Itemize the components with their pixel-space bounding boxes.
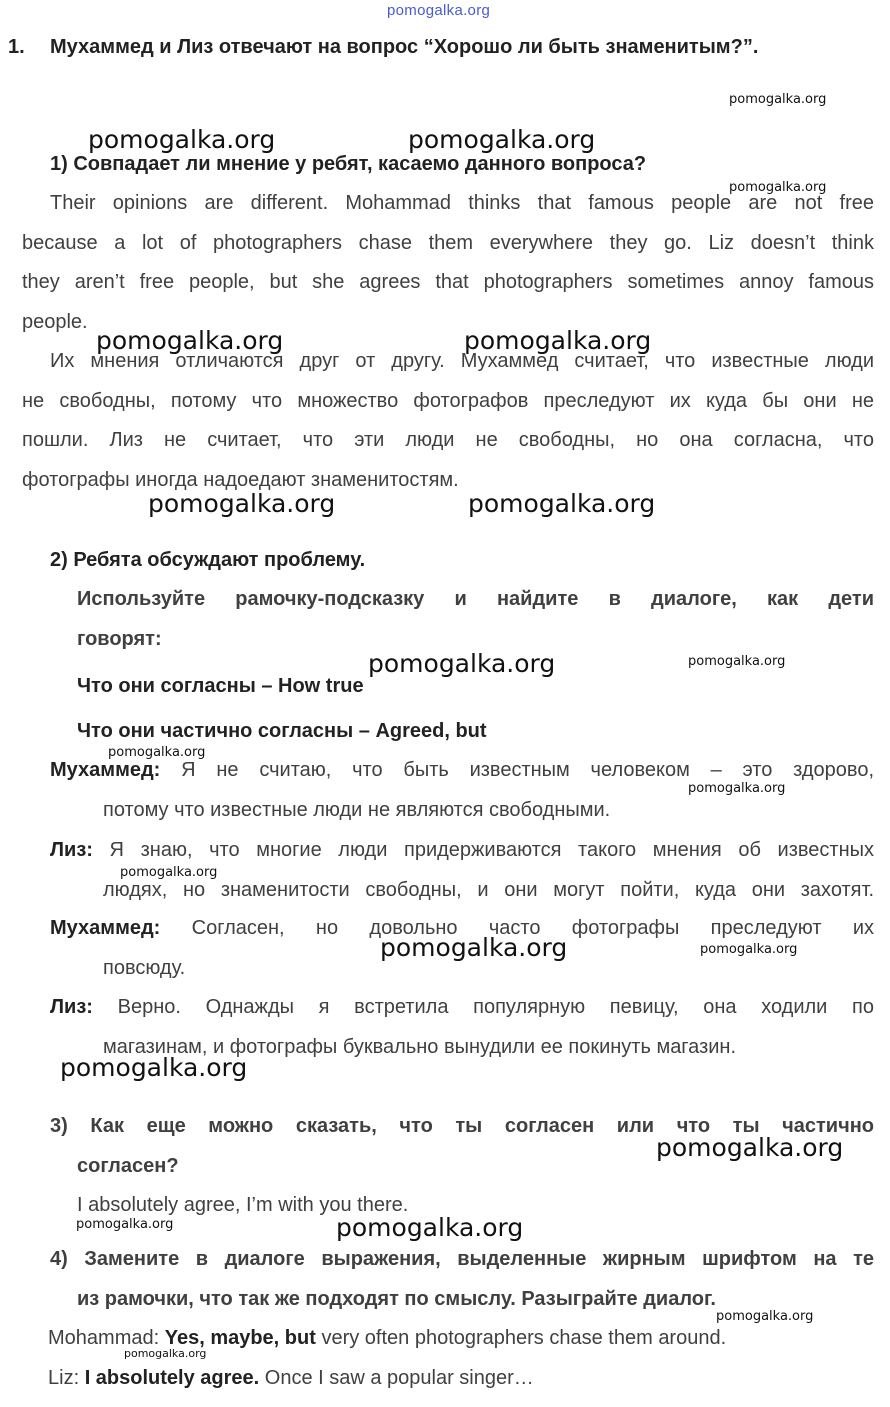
watermark: pomogalka.org: [688, 654, 786, 669]
q2-title: 2) Ребята обсуждают проблему.: [50, 549, 366, 571]
q2-partial-phrase: Что они частично согласны – Agreed, but: [77, 720, 487, 742]
q3-title-line: согласен?: [77, 1154, 179, 1177]
q1-ru-line: Их мнения отличаются друг от другу. Мухаммед считает, что известные люди: [50, 350, 874, 372]
exercise-number: 1.: [8, 36, 25, 58]
bold-phrase: I absolutely agree.: [84, 1367, 260, 1389]
q4-title-line: из рамочки, что так же подходят по смыслу. Разыграйте диалог.: [77, 1287, 716, 1310]
watermark: pomogalka.org: [368, 649, 556, 678]
q4-title-line: 4) Замените в диалоге выражения, выделенные жирным шрифтом на те: [50, 1248, 874, 1270]
dialogue-text: потому что известные люди не являются свободными.: [103, 798, 611, 821]
q1-ru-line: не свободны, потому что множество фотографов преследуют их куда бы они не: [22, 389, 874, 412]
dialogue-text: Я не считаю, что быть известным человеком – это здорово,: [160, 759, 874, 781]
q1-en-line: they aren’t free people, but she agrees that photographers sometimes annoy famous: [22, 271, 874, 293]
watermark: pomogalka.org: [88, 125, 276, 154]
q2-instr-line: Используйте рамочку-подсказку и найдите в диалоге, как дети: [77, 588, 874, 610]
q1-title: 1) Совпадает ли мнение у ребят, касаемо данного вопроса?: [50, 153, 647, 175]
speaker-name: Лиз:: [50, 839, 93, 861]
q4-dialogue-line-2: [48, 1367, 534, 1390]
watermark: pomogalka.org: [148, 489, 336, 518]
q1-answer-en: [22, 184, 874, 342]
dialogue-text: людях, но знаменитости свободны, и они могут пойти, куда они захотят.: [103, 878, 874, 901]
q1-ru-line: пошли. Лиз не считает, что эти люди не свободны, но она согласна, что: [22, 429, 874, 451]
q1-en-line: because a lot of photographers chase them everywhere they go. Liz doesn’t think: [22, 231, 874, 254]
watermark: pomogalka.org: [336, 1213, 524, 1242]
dialogue-text: very often photographers chase them around.: [315, 1327, 727, 1349]
watermark: pomogalka.org: [96, 326, 284, 355]
dialogue-text: Once I saw a popular singer…: [259, 1367, 534, 1389]
dialogue-text: повсюду.: [103, 956, 186, 979]
speaker-name: Mohammad:: [48, 1327, 160, 1349]
q2-instructions: [77, 580, 874, 659]
speaker-name: Мухаммед:: [50, 917, 161, 939]
watermark: pomogalka.org: [76, 1217, 174, 1232]
watermark-top: pomogalka.org: [387, 2, 491, 19]
dialogue-text: магазинам, и фотографы буквально вынудили ее покинуть магазин.: [103, 1035, 737, 1058]
watermark: pomogalka.org: [408, 125, 596, 154]
exercise-title: Мухаммед и Лиз отвечают на вопрос “Хорошо ли быть знаменитым?”.: [50, 36, 759, 58]
dialogue-text: Верно. Однажды я встретила популярную певицу, она ходили по: [92, 996, 874, 1018]
q1-en-line: people.: [22, 310, 88, 333]
q1-ru-line: фотографы иногда надоедают знаменитостям.: [22, 468, 459, 491]
watermark: pomogalka.org: [464, 326, 652, 355]
q3-answer: I absolutely agree, I’m with you there.: [77, 1194, 409, 1216]
watermark: pomogalka.org: [688, 781, 786, 796]
watermark: pomogalka.org: [656, 1133, 844, 1162]
q4-title: [50, 1240, 874, 1319]
watermark: pomogalka.org: [729, 92, 827, 107]
watermark: pomogalka.org: [468, 489, 656, 518]
dialogue-text: Я знаю, что многие люди придерживаются такого мнения об известных: [92, 839, 874, 861]
watermark: pomogalka.org: [716, 1309, 814, 1324]
watermark: pomogalka.org: [108, 745, 206, 760]
watermark: pomogalka.org: [380, 933, 568, 962]
q1-answer-ru: [22, 342, 874, 500]
watermark: pomogalka.org: [60, 1053, 248, 1082]
bold-phrase: Yes, maybe, but: [164, 1327, 316, 1349]
watermark: pomogalka.org: [729, 180, 827, 195]
q2-agree-phrase: Что они согласны – How true: [77, 675, 364, 697]
q1-en-line: Their opinions are different. Mohammad thinks that famous people are not free: [50, 192, 874, 214]
watermark: pomogalka.org: [124, 1347, 207, 1360]
dialogue-text: Согласен, но довольно часто фотографы преследуют их: [160, 917, 874, 939]
q3-title-line: 3) Как еще можно сказать, что ты согласен или что ты частично: [50, 1115, 874, 1137]
watermark: pomogalka.org: [120, 865, 218, 880]
speaker-name: Liz:: [48, 1367, 80, 1389]
q2-instr-line: говорят:: [77, 627, 162, 650]
speaker-name: Лиз:: [50, 996, 93, 1018]
speaker-name: Мухаммед:: [50, 759, 161, 781]
watermark: pomogalka.org: [700, 942, 798, 957]
